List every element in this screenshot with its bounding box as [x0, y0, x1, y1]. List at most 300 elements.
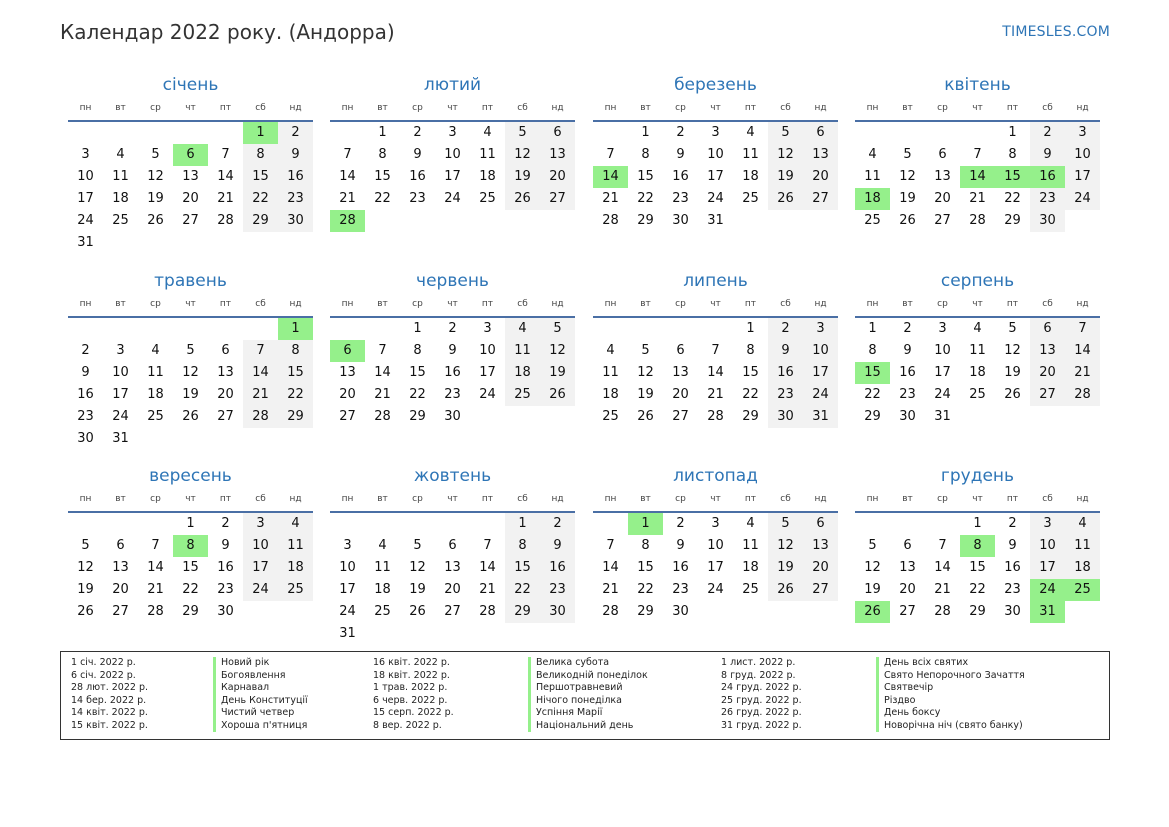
day-cell: 30	[1030, 210, 1065, 232]
day-cell: 30	[540, 601, 575, 623]
day-cell: 12	[864, 560, 881, 575]
holiday-name: Великодній понеділок	[528, 670, 648, 683]
weekday-label: сб	[255, 494, 266, 504]
weekday-label: ср	[150, 494, 161, 504]
day-cell: 25	[112, 213, 129, 228]
day-cell: 12	[540, 340, 575, 362]
weekday-label: нд	[1076, 299, 1089, 309]
day-cell: 21	[147, 582, 164, 597]
day-cell: 24	[707, 582, 724, 597]
weekday-label: вт	[640, 494, 651, 504]
day-cell: 25	[505, 384, 540, 406]
weekday-label: пт	[219, 299, 232, 309]
day-cell: 21	[602, 191, 619, 206]
holiday-date: 25 груд. 2022 р.	[721, 694, 802, 706]
day-cell: 6	[676, 343, 685, 358]
day-cell: 29	[637, 604, 654, 619]
weekday-label: вт	[115, 103, 126, 113]
day-cell: 19	[505, 166, 540, 188]
day-cell: 21	[1065, 362, 1100, 384]
day-cell: 9	[81, 365, 90, 380]
day-cell: 17	[112, 387, 129, 402]
empty-cell	[330, 513, 365, 535]
day-cell: 12	[409, 560, 426, 575]
day-cell: 26	[147, 213, 164, 228]
day-cell: 12	[147, 169, 164, 184]
weekday-label: ср	[412, 299, 423, 309]
weekday-label: чт	[972, 494, 983, 504]
day-cell: 2	[903, 321, 912, 336]
day-cell: 7	[243, 340, 278, 362]
day-cell: 26	[182, 409, 199, 424]
weekday-label: пн	[341, 103, 354, 113]
day-cell: 13	[934, 169, 951, 184]
day-cell: 21	[339, 191, 356, 206]
weekday-label: сб	[517, 103, 528, 113]
weekday-label: чт	[710, 494, 721, 504]
holiday-day-cell: 31	[1030, 601, 1065, 623]
day-cell: 18	[742, 560, 759, 575]
day-cell: 19	[899, 191, 916, 206]
day-cell: 18	[374, 582, 391, 597]
month-name: липень	[683, 271, 748, 291]
day-cell: 5	[903, 147, 912, 162]
day-cell: 23	[217, 582, 234, 597]
day-cell: 24	[479, 387, 496, 402]
weekday-label: пн	[866, 299, 879, 309]
holiday-date: 14 квіт. 2022 р.	[71, 707, 148, 718]
day-grid	[330, 513, 575, 645]
empty-cell	[243, 318, 278, 340]
legend-names-2	[528, 657, 648, 732]
day-cell: 6	[116, 538, 125, 553]
day-cell: 23	[672, 582, 689, 597]
weekday-label: вт	[115, 299, 126, 309]
empty-cell	[890, 513, 925, 535]
day-cell: 31	[803, 406, 838, 428]
day-cell: 12	[768, 535, 803, 557]
empty-cell	[138, 318, 173, 340]
day-cell: 16	[540, 557, 575, 579]
day-cell: 2	[278, 122, 313, 144]
day-cell: 28	[934, 604, 951, 619]
day-cell: 16	[444, 365, 461, 380]
empty-cell	[698, 318, 733, 340]
day-cell: 2	[676, 125, 685, 140]
weekday-label: вт	[377, 103, 388, 113]
weekday-label: ср	[675, 494, 686, 504]
day-cell: 5	[768, 122, 803, 144]
weekday-label: чт	[185, 299, 196, 309]
day-cell: 5	[151, 147, 160, 162]
empty-cell	[173, 122, 208, 144]
holiday-date: 1 трав. 2022 р.	[373, 682, 448, 693]
day-cell: 2	[413, 125, 422, 140]
day-cell: 18	[969, 365, 986, 380]
weekday-label: нд	[814, 103, 827, 113]
holiday-name: Богоявлення	[213, 670, 308, 683]
day-cell: 11	[479, 147, 496, 162]
weekday-label: пн	[604, 494, 617, 504]
legend-dates-3	[721, 657, 802, 732]
month-calendar	[330, 268, 575, 428]
day-cell: 7	[973, 147, 982, 162]
holiday-day-cell: 28	[330, 210, 365, 232]
day-cell: 21	[602, 582, 619, 597]
holiday-day-cell: 18	[855, 188, 890, 210]
day-cell: 31	[112, 431, 129, 446]
day-cell: 11	[969, 343, 986, 358]
day-cell: 4	[606, 343, 615, 358]
day-cell: 18	[742, 169, 759, 184]
day-cell: 1	[746, 321, 755, 336]
day-cell: 10	[934, 343, 951, 358]
day-cell: 5	[505, 122, 540, 144]
day-cell: 22	[182, 582, 199, 597]
brand-link[interactable]: TIMESLES.COM	[1002, 24, 1110, 40]
empty-cell	[68, 318, 103, 340]
weekday-header	[330, 294, 575, 318]
day-cell: 7	[938, 538, 947, 553]
day-cell: 12	[1004, 343, 1021, 358]
weekday-label: пн	[79, 103, 92, 113]
day-cell: 9	[413, 147, 422, 162]
day-cell: 29	[969, 604, 986, 619]
day-cell: 24	[707, 191, 724, 206]
holiday-day-cell: 1	[243, 122, 278, 144]
day-cell: 20	[934, 191, 951, 206]
empty-cell	[925, 122, 960, 144]
weekday-label: вт	[377, 299, 388, 309]
day-cell: 15	[742, 365, 759, 380]
day-cell: 16	[672, 560, 689, 575]
holiday-day-cell: 25	[1065, 579, 1100, 601]
day-cell: 15	[637, 169, 654, 184]
holiday-name: Першотравневий	[528, 682, 648, 695]
day-cell: 20	[112, 582, 129, 597]
day-cell: 30	[278, 210, 313, 232]
day-cell: 10	[339, 560, 356, 575]
day-cell: 14	[339, 169, 356, 184]
day-cell: 29	[182, 604, 199, 619]
holiday-date: 6 січ. 2022 р.	[71, 669, 136, 681]
day-cell: 23	[1004, 582, 1021, 597]
empty-cell	[593, 122, 628, 144]
day-cell: 11	[1065, 535, 1100, 557]
weekday-header	[593, 98, 838, 122]
day-grid	[68, 513, 313, 623]
day-cell: 5	[81, 538, 90, 553]
day-cell: 7	[606, 147, 615, 162]
month-name: січень	[162, 75, 219, 95]
day-cell: 19	[637, 387, 654, 402]
day-cell: 21	[374, 387, 391, 402]
day-cell: 1	[413, 321, 422, 336]
day-cell: 10	[444, 147, 461, 162]
day-cell: 8	[868, 343, 877, 358]
day-cell: 3	[343, 538, 352, 553]
day-cell: 3	[116, 343, 125, 358]
day-cell: 28	[602, 213, 619, 228]
day-cell: 22	[742, 387, 759, 402]
holiday-day-cell: 6	[173, 144, 208, 166]
weekday-label: чт	[447, 494, 458, 504]
empty-cell	[628, 318, 663, 340]
day-cell: 28	[147, 604, 164, 619]
weekday-label: ср	[937, 299, 948, 309]
day-cell: 22	[374, 191, 391, 206]
weekday-header	[68, 489, 313, 513]
weekday-label: ср	[937, 494, 948, 504]
month-calendar	[855, 463, 1100, 623]
day-cell: 15	[969, 560, 986, 575]
day-cell: 27	[444, 604, 461, 619]
weekday-label: пт	[219, 494, 232, 504]
day-cell: 6	[903, 538, 912, 553]
day-cell: 27	[672, 409, 689, 424]
day-cell: 19	[864, 582, 881, 597]
day-cell: 27	[112, 604, 129, 619]
day-cell: 12	[899, 169, 916, 184]
day-cell: 23	[1030, 188, 1065, 210]
day-cell: 18	[147, 387, 164, 402]
holiday-date: 18 квіт. 2022 р.	[373, 669, 450, 681]
day-cell: 22	[278, 384, 313, 406]
weekday-label: пн	[604, 299, 617, 309]
day-cell: 6	[221, 343, 230, 358]
legend-names-3	[876, 657, 1025, 732]
day-cell: 3	[81, 147, 90, 162]
holiday-name: Хороша п'ятниця	[213, 720, 308, 733]
day-cell: 14	[217, 169, 234, 184]
day-cell: 22	[864, 387, 881, 402]
holiday-day-cell: 16	[1030, 166, 1065, 188]
day-cell: 17	[77, 191, 94, 206]
day-cell: 6	[1030, 318, 1065, 340]
weekday-label: вт	[640, 103, 651, 113]
empty-cell	[138, 513, 173, 535]
day-cell: 23	[409, 191, 426, 206]
holiday-name: День всіх святих	[876, 657, 1025, 670]
day-cell: 1	[1008, 125, 1017, 140]
day-cell: 9	[221, 538, 230, 553]
month-calendar	[593, 72, 838, 232]
day-cell: 4	[278, 513, 313, 535]
day-cell: 20	[803, 557, 838, 579]
month-name: вересень	[149, 466, 232, 486]
day-grid	[330, 318, 575, 428]
day-cell: 29	[505, 601, 540, 623]
day-cell: 26	[540, 384, 575, 406]
holiday-legend	[60, 651, 1110, 740]
day-cell: 6	[803, 122, 838, 144]
day-cell: 17	[934, 365, 951, 380]
day-cell: 25	[374, 604, 391, 619]
day-cell: 13	[540, 144, 575, 166]
day-cell: 17	[803, 362, 838, 384]
day-cell: 24	[339, 604, 356, 619]
weekday-label: сб	[780, 103, 791, 113]
day-cell: 10	[803, 340, 838, 362]
weekday-label: чт	[972, 299, 983, 309]
day-cell: 10	[1030, 535, 1065, 557]
day-cell: 9	[768, 340, 803, 362]
day-cell: 8	[505, 535, 540, 557]
weekday-label: сб	[1042, 299, 1053, 309]
holiday-day-cell: 6	[330, 340, 365, 362]
day-cell: 15	[374, 169, 391, 184]
month-name: червень	[416, 271, 489, 291]
day-cell: 26	[899, 213, 916, 228]
day-cell: 10	[707, 147, 724, 162]
weekday-header	[68, 294, 313, 318]
day-cell: 24	[112, 409, 129, 424]
day-grid	[855, 318, 1100, 428]
day-cell: 19	[147, 191, 164, 206]
holiday-name: Святвечір	[876, 682, 1025, 695]
day-cell: 1	[378, 125, 387, 140]
day-cell: 9	[448, 343, 457, 358]
empty-cell	[365, 513, 400, 535]
day-cell: 10	[707, 538, 724, 553]
weekday-label: вт	[377, 494, 388, 504]
day-cell: 3	[711, 125, 720, 140]
day-cell: 16	[672, 169, 689, 184]
day-cell: 25	[864, 213, 881, 228]
month-calendar	[593, 463, 838, 623]
day-cell: 13	[803, 144, 838, 166]
day-cell: 17	[339, 582, 356, 597]
day-cell: 28	[1065, 384, 1100, 406]
holiday-name: Успіння Марії	[528, 707, 648, 720]
day-cell: 13	[1030, 340, 1065, 362]
month-name: жовтень	[413, 466, 492, 486]
empty-cell	[103, 122, 138, 144]
day-grid	[330, 122, 575, 232]
day-cell: 29	[1004, 213, 1021, 228]
holiday-day-cell: 15	[855, 362, 890, 384]
empty-cell	[103, 318, 138, 340]
month-calendar	[855, 268, 1100, 428]
weekday-header	[330, 98, 575, 122]
holiday-name: Свято Непорочного Зачаття	[876, 670, 1025, 683]
empty-cell	[400, 513, 435, 535]
day-cell: 4	[1065, 513, 1100, 535]
day-cell: 24	[77, 213, 94, 228]
day-cell: 18	[1065, 557, 1100, 579]
weekday-label: чт	[710, 103, 721, 113]
day-cell: 17	[707, 560, 724, 575]
day-cell: 28	[374, 409, 391, 424]
weekday-label: нд	[1076, 494, 1089, 504]
day-cell: 11	[864, 169, 881, 184]
month-calendar	[593, 268, 838, 428]
day-cell: 13	[444, 560, 461, 575]
day-cell: 30	[77, 431, 94, 446]
day-cell: 26	[768, 188, 803, 210]
day-cell: 4	[868, 147, 877, 162]
weekday-label: пн	[341, 494, 354, 504]
day-cell: 4	[746, 125, 755, 140]
day-cell: 26	[637, 409, 654, 424]
day-cell: 12	[505, 144, 540, 166]
day-cell: 3	[483, 321, 492, 336]
day-cell: 30	[444, 409, 461, 424]
day-cell: 2	[221, 516, 230, 531]
weekday-label: ср	[675, 299, 686, 309]
holiday-name: Карнавал	[213, 682, 308, 695]
day-cell: 8	[278, 340, 313, 362]
month-name: березень	[674, 75, 757, 95]
weekday-label: вт	[640, 299, 651, 309]
day-cell: 20	[540, 166, 575, 188]
weekday-label: ср	[150, 103, 161, 113]
day-cell: 13	[182, 169, 199, 184]
empty-cell	[103, 513, 138, 535]
day-cell: 4	[116, 147, 125, 162]
day-cell: 26	[1004, 387, 1021, 402]
weekday-label: ср	[675, 103, 686, 113]
day-cell: 9	[676, 147, 685, 162]
weekday-header	[330, 489, 575, 513]
weekday-label: пн	[604, 103, 617, 113]
day-cell: 14	[707, 365, 724, 380]
day-grid	[68, 318, 313, 450]
day-cell: 22	[969, 582, 986, 597]
day-cell: 22	[243, 188, 278, 210]
weekday-label: нд	[551, 299, 564, 309]
day-cell: 5	[186, 343, 195, 358]
day-grid	[855, 513, 1100, 623]
weekday-label: пт	[219, 103, 232, 113]
day-cell: 31	[77, 235, 94, 250]
day-cell: 20	[803, 166, 838, 188]
holiday-date: 16 квіт. 2022 р.	[373, 657, 450, 668]
day-cell: 1	[868, 321, 877, 336]
holiday-day-cell: 14	[593, 166, 628, 188]
day-cell: 28	[707, 409, 724, 424]
day-cell: 25	[479, 191, 496, 206]
day-cell: 5	[868, 538, 877, 553]
empty-cell	[855, 122, 890, 144]
day-cell: 2	[448, 321, 457, 336]
month-name: лютий	[423, 75, 482, 95]
holiday-date: 15 квіт. 2022 р.	[71, 719, 148, 731]
day-cell: 29	[742, 409, 759, 424]
empty-cell	[890, 122, 925, 144]
day-cell: 24	[934, 387, 951, 402]
day-cell: 9	[1030, 144, 1065, 166]
holiday-name: Велика субота	[528, 657, 648, 670]
day-grid	[593, 513, 838, 623]
month-calendar	[68, 463, 313, 623]
day-cell: 7	[151, 538, 160, 553]
day-cell: 21	[934, 582, 951, 597]
weekday-label: пт	[744, 494, 757, 504]
day-cell: 4	[973, 321, 982, 336]
day-cell: 31	[934, 409, 951, 424]
day-cell: 23	[540, 579, 575, 601]
day-cell: 2	[676, 516, 685, 531]
day-cell: 23	[899, 387, 916, 402]
holiday-date: 31 груд. 2022 р.	[721, 719, 802, 731]
weekday-label: пн	[79, 299, 92, 309]
day-cell: 27	[1030, 384, 1065, 406]
weekday-label: сб	[780, 299, 791, 309]
day-cell: 3	[448, 125, 457, 140]
day-cell: 20	[1030, 362, 1065, 384]
empty-cell	[470, 513, 505, 535]
